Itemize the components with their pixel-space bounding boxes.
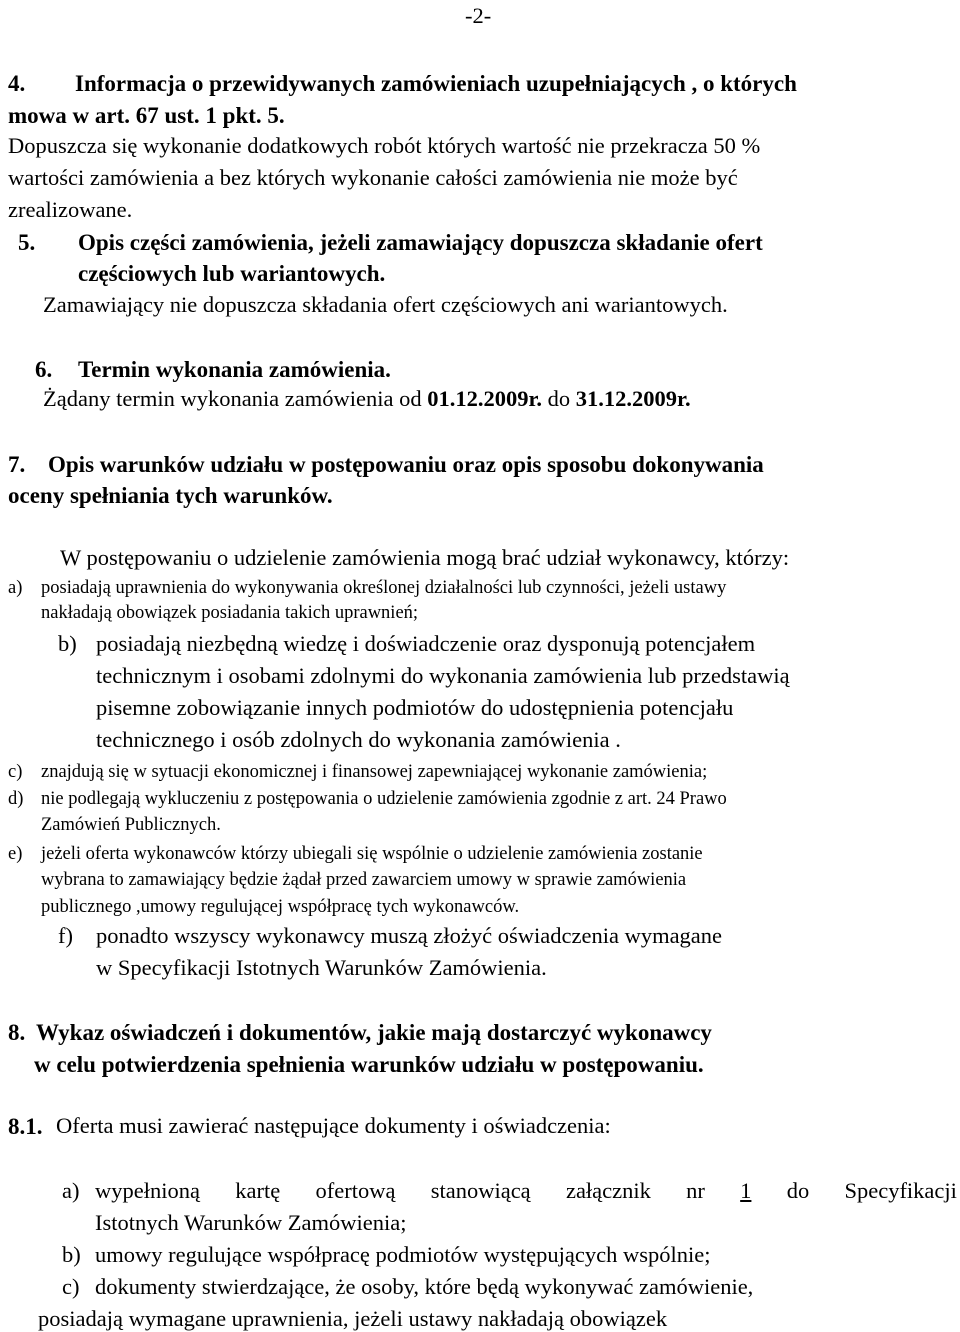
section-4-title-line-1: Informacja o przewidywanych zamówieniach uzupełniających , o których	[75, 71, 797, 96]
section-6-date-from: 01.12.2009r.	[427, 386, 543, 411]
doc-c-marker: c)	[62, 1274, 80, 1299]
item-f-line-2: w Specyfikacji Istotnych Warunków Zamówienia.	[96, 955, 547, 980]
doc-a-word-5: załącznik	[565, 1178, 651, 1203]
doc-b-marker: b)	[62, 1242, 81, 1267]
section-8-title-line-2: w celu potwierdzenia spełnienia warunków udziału w postępowaniu.	[34, 1052, 704, 1077]
section-6-date-to: 31.12.2009r.	[575, 386, 691, 411]
doc-b-line-1: umowy regulujące współpracę podmiotów występujących wspólnie;	[95, 1242, 711, 1267]
section-4-body-line-3: zrealizowane.	[8, 197, 133, 222]
doc-a-word-1: wypełnioną	[95, 1178, 200, 1203]
item-b-marker: b)	[58, 631, 77, 656]
section-7-number: 7.	[8, 452, 26, 477]
item-a-marker: a)	[8, 578, 23, 598]
item-d-line-2: Zamówień Publicznych.	[41, 815, 221, 835]
item-b-line-1: posiadają niezbędną wiedzę i doświadczenie oraz dysponują potencjałem	[96, 631, 756, 656]
item-e-marker: e)	[8, 844, 23, 864]
section-4-title-line-2: mowa w art. 67 ust. 1 pkt. 5.	[8, 103, 285, 128]
item-b-line-3: pisemne zobowiązanie innych podmiotów do udostępnienia potencjału	[96, 695, 734, 720]
item-f-marker: f)	[58, 923, 73, 948]
doc-c-line-1: dokumenty stwierdzające, że osoby, które będą wykonywać zamówienie,	[95, 1274, 754, 1299]
item-c-marker: c)	[8, 762, 23, 782]
item-a-line-1: posiadają uprawnienia do wykonywania określonej działalności lub czynności, jeżeli ustawy	[41, 578, 727, 598]
section-8-title-line-1: Wykaz oświadczeń i dokumentów, jakie mają dostarczyć wykonawcy	[36, 1020, 712, 1045]
doc-a-word-3: ofertową	[315, 1178, 396, 1203]
section-4-number: 4.	[8, 71, 26, 96]
doc-a-marker: a)	[62, 1178, 80, 1203]
section-8-1-intro: Oferta musi zawierać następujące dokumenty i oświadczenia:	[56, 1113, 611, 1138]
section-4-body-line-1: Dopuszcza się wykonanie dodatkowych robót których wartość nie przekracza 50 %	[8, 133, 761, 158]
section-5-title-line-2: częściowych lub wariantowych.	[78, 261, 386, 286]
section-6-body-mid: do	[542, 386, 576, 411]
doc-a-word-8: Specyfikacji	[844, 1178, 957, 1203]
item-e-line-2: wybrana to zamawiający będzie żądał przed zawarciem umowy w sprawie zamówienia	[41, 870, 687, 890]
section-6-body	[43, 388, 691, 411]
section-5-number: 5.	[18, 230, 36, 255]
doc-a-word-4: stanowiącą	[430, 1178, 531, 1203]
section-7-intro: W postępowaniu o udzielenie zamówienia mogą brać udział wykonawcy, którzy:	[60, 545, 790, 570]
item-e-line-1: jeżeli oferta wykonawców którzy ubiegali się wspólnie o udzielenie zamówienia zostanie	[41, 844, 703, 864]
page-number: -2-	[465, 3, 492, 28]
doc-a-word-2: kartę	[235, 1178, 281, 1203]
item-d-marker: d)	[8, 789, 24, 809]
section-6-number: 6.	[35, 357, 53, 382]
section-8-1-number: 8.1.	[8, 1114, 43, 1139]
doc-a-word-7: do	[786, 1178, 810, 1203]
doc-a-word-6: nr	[686, 1178, 705, 1203]
item-f-line-1: ponadto wszyscy wykonawcy muszą złożyć oświadczenia wymagane	[96, 923, 723, 948]
section-4-body-line-2: wartości zamówienia a bez których wykonanie całości zamówienia nie może być	[8, 165, 738, 190]
doc-a-line-1	[95, 1180, 957, 1203]
doc-c-line-2: posiadają wymagane uprawnienia, jeżeli ustawy nakładają obowiązek	[38, 1306, 668, 1331]
section-6-title: Termin wykonania zamówienia.	[78, 357, 391, 382]
section-5-title-line-1: Opis części zamówienia, jeżeli zamawiający dopuszcza składanie ofert	[78, 230, 763, 255]
item-b-line-2: technicznym i osobami zdolnymi do wykonania zamówienia lub przedstawią	[96, 663, 790, 688]
section-8-number: 8.	[8, 1020, 26, 1045]
section-5-body: Zamawiający nie dopuszcza składania ofert częściowych ani wariantowych.	[43, 292, 728, 317]
doc-a-attachment-number: 1	[740, 1178, 752, 1203]
item-d-line-1: nie podlegają wykluczeniu z postępowania o udzielenie zamówienia zgodnie z art. 24 Prawo	[41, 789, 727, 809]
item-b-line-4: technicznego i osób zdolnych do wykonania zamówienia .	[96, 727, 621, 752]
section-7-title-line-1: Opis warunków udziału w postępowaniu oraz opis sposobu dokonywania	[48, 452, 764, 477]
doc-a-line-2: Istotnych Warunków Zamówienia;	[95, 1210, 407, 1235]
section-7-title-line-2: oceny spełniania tych warunków.	[8, 483, 333, 508]
section-6-body-text: Żądany termin wykonania zamówienia od	[43, 386, 428, 411]
item-e-line-3: publicznego ,umowy regulującej współpracę tych wykonawców.	[41, 897, 520, 917]
item-a-line-2: nakładają obowiązek posiadania takich uprawnień;	[41, 603, 419, 623]
item-c-line-1: znajdują się w sytuacji ekonomicznej i finansowej zapewniającej wykonanie zamówienia;	[41, 762, 708, 782]
